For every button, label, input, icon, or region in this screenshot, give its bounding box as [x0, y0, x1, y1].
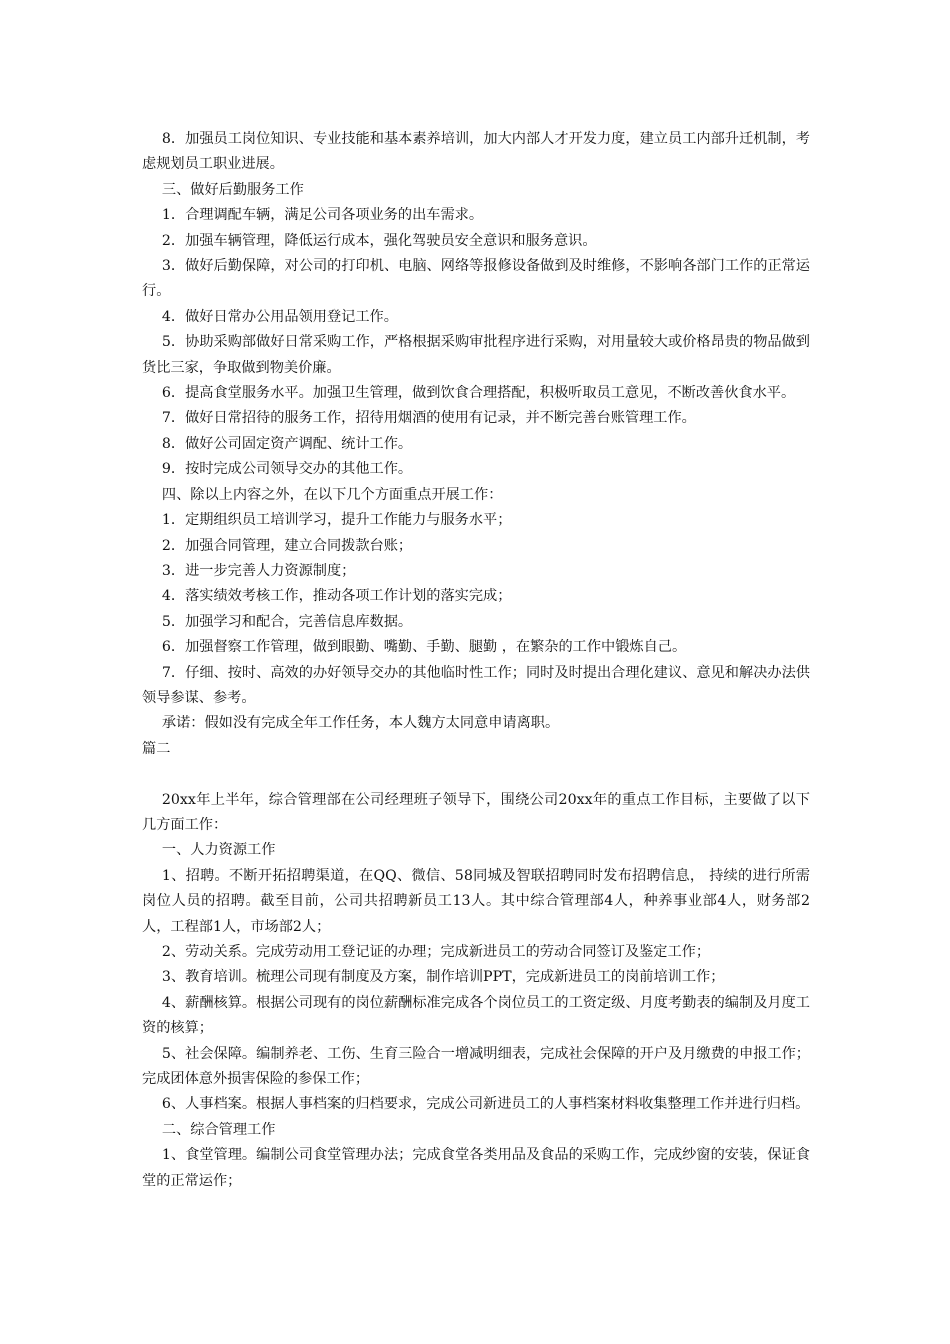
document-body [142, 127, 810, 1194]
paragraph: 9．按时完成公司领导交办的其他工作。 [161, 461, 413, 478]
paragraph: 8．加强员工岗位知识、专业技能和基本素养培训，加大内部人才开发力度，建立员工内部升迁机制，考虑规划员工职业进展。 [142, 131, 810, 173]
paragraph: 3．做好后勤保障，对公司的打印机、电脑、网络等报修设备做到及时维修，不影响各部门工作的正常运行。 [142, 258, 810, 300]
paragraph: 5、社会保障。编制养老、工伤、生育三险合一增减明细表，完成社会保障的开户及月缴费的申报工作；完成团体意外损害保险的参保工作； [142, 1045, 810, 1088]
paragraph: 1、招聘。不断开拓招聘渠道，在QQ、微信、58同城及智联招聘同时发布招聘信息， 持续的进行所需岗位人员的招聘。截至目前，公司共招聘新员工13人。其中综合管理部4人，种养事业部4人，财务部2人，工程部1人，市场部2人； [142, 867, 810, 935]
paragraph: 3．进一步完善人力资源制度； [161, 562, 356, 579]
paragraph: 8．做好公司固定资产调配、统计工作。 [161, 435, 413, 452]
paragraph: 1．定期组织员工培训学习，提升工作能力与服务水平； [161, 512, 512, 529]
paragraph: 1、食堂管理。编制公司食堂管理办法；完成食堂各类用品及食品的采购工作，完成纱窗的安装，保证食堂的正常运作； [142, 1147, 810, 1189]
paragraph: 5．加强学习和配合，完善信息库数据。 [161, 613, 413, 630]
paragraph: 篇二 [142, 740, 171, 757]
paragraph: 1．合理调配车辆，满足公司各项业务的出车需求。 [161, 207, 484, 224]
paragraph: 4．做好日常办公用品领用登记工作。 [161, 308, 398, 325]
paragraph: 6．加强督察工作管理，做到眼勤、嘴勤、手勤、腿勤 ，在繁杂的工作中锻炼自己。 [161, 639, 687, 656]
paragraph: 4、薪酬核算。根据公司现有的岗位薪酬标准完成各个岗位员工的工资定级、月度考勤表的编制及月度工资的核算； [142, 994, 810, 1037]
paragraph: 一、人力资源工作 [161, 842, 276, 859]
paragraph: 2．加强车辆管理，降低运行成本，强化驾驶员安全意识和服务意识。 [161, 232, 597, 249]
paragraph: 四、除以上内容之外，在以下几个方面重点开展工作： [161, 486, 503, 503]
paragraph: 7．做好日常招待的服务工作，招待用烟酒的使用有记录，并不断完善台账管理工作。 [161, 410, 696, 427]
paragraph: 6、人事档案。根据人事档案的归档要求，完成公司新进员工的人事档案材料收集整理工作并进行归档。 [161, 1096, 810, 1113]
blank-line [142, 762, 810, 787]
paragraph: 三、做好后勤服务工作 [161, 181, 304, 198]
paragraph: 5．协助采购部做好日常采购工作，严格根据采购审批程序进行采购，对用量较大或价格昂贵的物品做到货比三家，争取做到物美价廉。 [142, 334, 810, 376]
paragraph: 2、劳动关系。完成劳动用工登记证的办理；完成新进员工的劳动合同签订及鉴定工作； [161, 943, 711, 960]
paragraph: 7．仔细、按时、高效的办好领导交办的其他临时性工作；同时及时提出合理化建议、意见和解决办法供领导参谋、参考。 [142, 664, 810, 706]
paragraph: 4．落实绩效考核工作，推动各项工作计划的落实完成； [161, 588, 512, 605]
paragraph: 二、综合管理工作 [161, 1121, 276, 1138]
paragraph: 20xx年上半年，综合管理部在公司经理班子领导下，围绕公司20xx年的重点工作目标，主要做了以下几方面工作： [142, 791, 810, 833]
paragraph: 2．加强合同管理，建立合同拨款台账； [161, 537, 413, 554]
paragraph: 承诺：假如没有完成全年工作任务，本人魏方太同意申请离职。 [161, 715, 560, 732]
paragraph: 6．提高食堂服务水平。加强卫生管理，做到饮食合理搭配，积极听取员工意见，不断改善伙食水平。 [161, 385, 796, 402]
paragraph: 3、教育培训。梳理公司现有制度及方案，制作培训PPT，完成新进员工的岗前培训工作； [161, 969, 725, 986]
